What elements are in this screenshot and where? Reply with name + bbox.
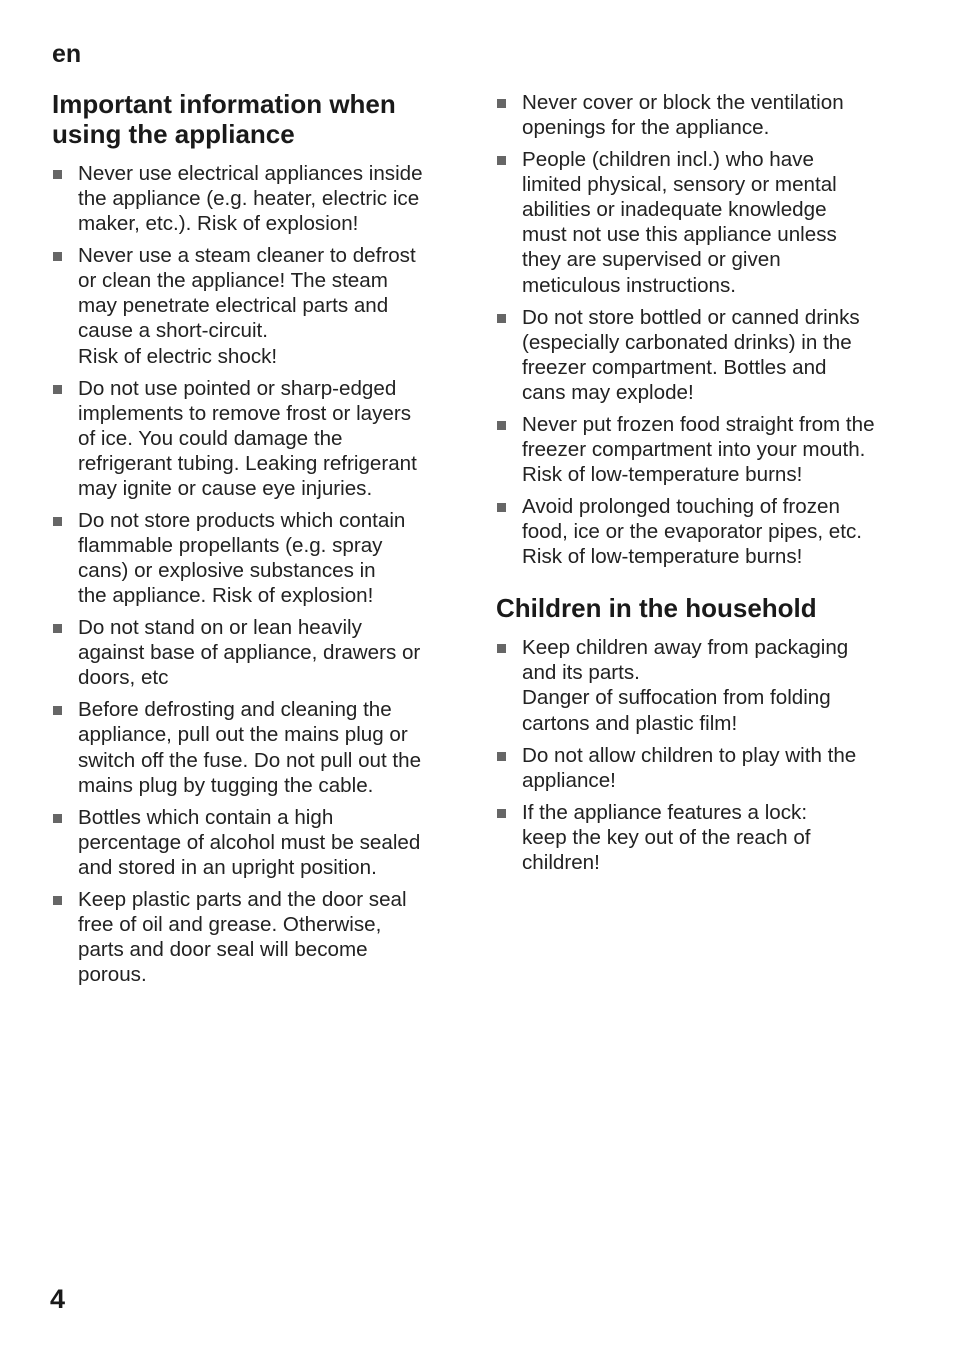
square-bullet-icon — [497, 503, 506, 512]
square-bullet-icon — [53, 170, 62, 179]
list-item-text: Avoid prolonged touching of frozen food, ice or the evaporator pipes, etc. Risk of low-temperature burns! — [522, 494, 862, 569]
square-bullet-icon — [53, 896, 62, 905]
list-item — [52, 697, 464, 797]
list-item — [496, 305, 916, 405]
list-item-text: Keep children away from packaging and its parts. Danger of suffocation from folding cartons and plastic film! — [522, 636, 849, 735]
list-item — [496, 412, 916, 487]
square-bullet-icon — [497, 156, 506, 165]
list-item-text: If the appliance features a lock: keep the key out of the reach of children! — [522, 800, 811, 874]
children-list — [496, 635, 916, 875]
square-bullet-icon — [53, 385, 62, 394]
list-item — [496, 90, 916, 140]
list-item-text: Keep plastic parts and the door seal free of oil and grease. Otherwise, parts and door seal will become porous. — [78, 887, 407, 987]
list-item — [496, 800, 916, 875]
list-item-text: People (children incl.) who have limited physical, sensory or mental abilities or inadequate knowledge must not use this appliance unless they are supervised or given meticulous instructions. — [522, 148, 837, 297]
list-item — [496, 494, 916, 569]
square-bullet-icon — [497, 99, 506, 108]
square-bullet-icon — [497, 752, 506, 761]
square-bullet-icon — [497, 809, 506, 818]
left-column — [52, 89, 464, 994]
list-item-text: Do not store bottled or canned drinks (especially carbonated drinks) in the freezer compartment. Bottles and cans may explode! — [522, 305, 860, 404]
page-number: 4 — [50, 1284, 66, 1314]
square-bullet-icon — [53, 624, 62, 633]
list-item — [52, 376, 464, 501]
square-bullet-icon — [497, 314, 506, 323]
list-item — [52, 805, 464, 880]
square-bullet-icon — [53, 252, 62, 261]
section-title-important-information: Important information when using the appliance — [52, 89, 396, 149]
list-item-text: Never use a steam cleaner to defrost or clean the appliance! The steam may penetrate electrical parts and cause a short-circuit. Risk of electric shock! — [78, 244, 416, 368]
square-bullet-icon — [497, 644, 506, 653]
list-item-text: Never put frozen food straight from the freezer compartment into your mouth. Risk of low-temperature burns! — [522, 412, 875, 486]
list-item-text: Bottles which contain a high percentage of alcohol must be sealed and stored in an upright position. — [78, 805, 421, 879]
square-bullet-icon — [53, 706, 62, 715]
square-bullet-icon — [53, 814, 62, 823]
list-item-text: Do not allow children to play with the appliance! — [522, 743, 857, 792]
list-item-text: Do not use pointed or sharp-edged implements to remove frost or layers of ice. You could damage the refrigerant tubing. Leaking refrigerant may ignite or cause eye injuries. — [78, 376, 417, 500]
list-item — [52, 243, 464, 368]
safety-list-left — [52, 161, 464, 987]
list-item-text: Do not store products which contain flammable propellants (e.g. spray cans) or explosive substances in the appliance. Risk of explosion! — [78, 508, 406, 608]
list-item-text: Never use electrical appliances inside the appliance (e.g. heater, electric ice maker, etc.). Risk of explosion! — [78, 162, 423, 236]
square-bullet-icon — [497, 421, 506, 430]
list-item — [52, 161, 464, 236]
safety-list-right — [496, 90, 916, 569]
list-item — [52, 887, 464, 987]
list-item-text: Do not stand on or lean heavily against base of appliance, drawers or doors, etc — [78, 616, 421, 690]
list-item — [496, 147, 916, 298]
list-item — [52, 615, 464, 690]
square-bullet-icon — [53, 517, 62, 526]
right-column — [496, 90, 916, 882]
list-item-text: Never cover or block the ventilation openings for the appliance. — [522, 91, 844, 140]
list-item — [496, 635, 916, 735]
list-item-text: Before defrosting and cleaning the appliance, pull out the mains plug or switch off the fuse. Do not pull out the mains plug by tugging the cable. — [78, 698, 422, 797]
list-item — [496, 743, 916, 793]
language-code: en — [52, 40, 82, 68]
section-title-children: Children in the household — [496, 593, 817, 624]
list-item — [52, 508, 464, 608]
